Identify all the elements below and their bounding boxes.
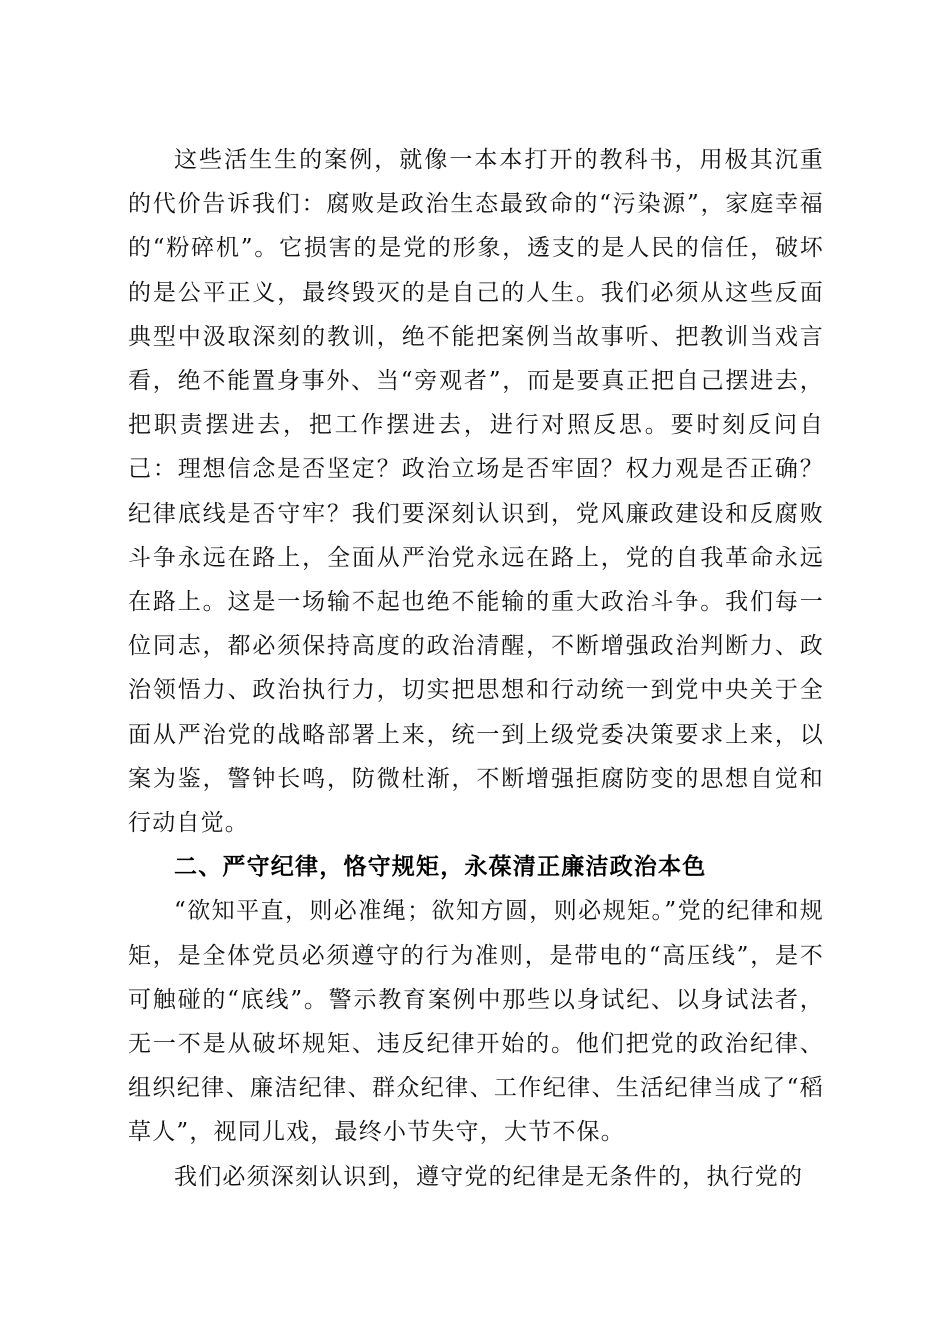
paragraph-unconditional-discipline: 我们必须深刻认识到，遵守党的纪律是无条件的，执行党的	[174, 1163, 804, 1190]
section-heading-2: 二、严守纪律，恪守规矩，永葆清正廉洁政治本色	[174, 854, 707, 881]
paragraph-case-lessons: 这些活生生的案例，就像一本本打开的教科书，用极其沉重的代价告诉我们：腐败是政治生态最致命的“污染源”，家庭幸福的“粉碎机”。它损害的是党的形象，透支的是人民的信任，破坏的是公平正义，最终毁灭的是自己的人生。我们必须从这些反面典型中汲取深刻的教训，绝不能把案例当故事听、把教训当戏言看，绝不能置身事外、当“旁观者”，而是要真正把自己摆进去，把职责摆进去，把工作摆进去，进行对照反思。要时刻反问自己：理想信念是否坚定？政治立场是否牢固？权力观是否正确？纪律底线是否守牢？我们要深刻认识到，党风廉政建设和反腐败斗争永远在路上，全面从严治党永远在路上，党的自我革命永远在路上。这是一场输不起也绝不能输的重大政治斗争。我们每一位同志，都必须保持高度的政治清醒，不断增强政治判断力、政治领悟力、政治执行力，切实把思想和行动统一到党中央关于全面从严治党的战略部署上来，统一到上级党委决策要求上来，以案为鉴，警钟长鸣，防微杜渐，不断增强拒腐防变的思想自觉和行动自觉。	[128, 147, 824, 837]
document-body	[128, 138, 824, 1199]
paragraph-discipline-rules: “欲知平直，则必准绳；欲知方圆，则必规矩。”党的纪律和规矩，是全体党员必须遵守的行为准则，是带电的“高压线”，是不可触碰的“底线”。警示教育案例中那些以身试纪、以身试法者，无一不是从破坏规矩、违反纪律开始的。他们把党的政治纪律、组织纪律、廉洁纪律、群众纪律、工作纪律、生活纪律当成了“稻草人”，视同儿戏，最终小节失守，大节不保。	[128, 898, 824, 1146]
